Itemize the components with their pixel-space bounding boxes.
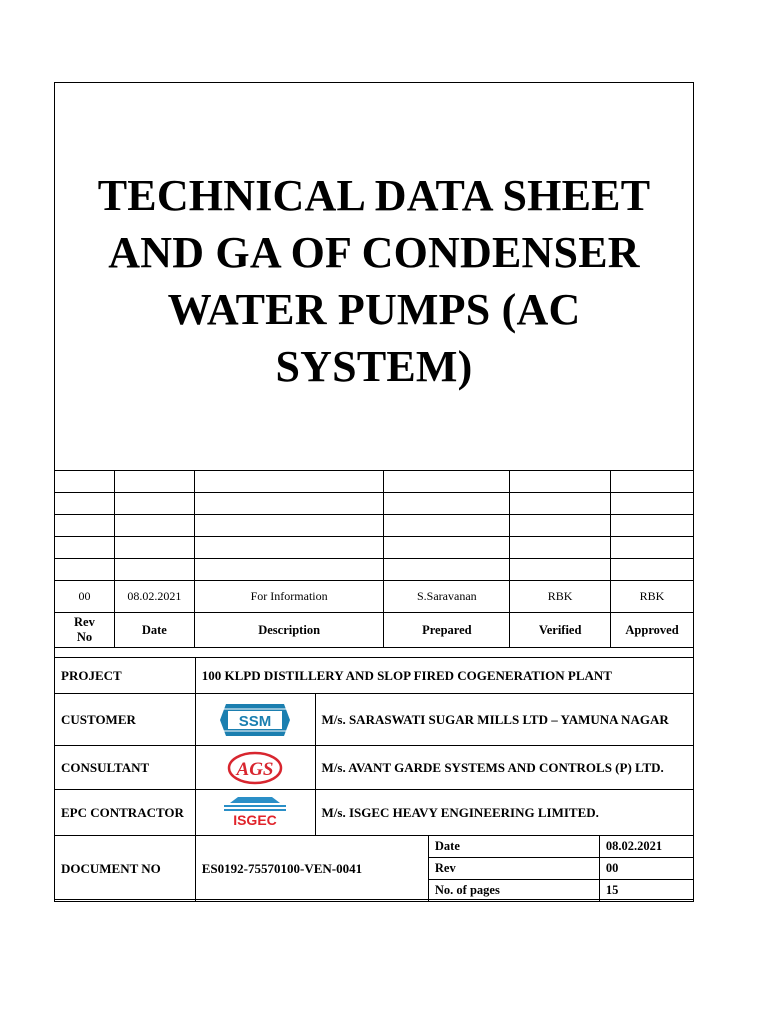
revision-empty-row bbox=[55, 559, 694, 581]
header-description: Description bbox=[194, 613, 384, 648]
customer-value: M/s. SARASWATI SUGAR MILLS LTD – YAMUNA NAGAR bbox=[315, 694, 693, 746]
epc-row bbox=[55, 790, 694, 836]
project-row bbox=[55, 658, 694, 694]
doc-pages-value: 15 bbox=[599, 880, 693, 902]
rev-number: 00 bbox=[55, 581, 115, 613]
document-number: ES0192-75570100-VEN-0041 bbox=[195, 836, 428, 902]
doc-rev-value: 00 bbox=[599, 858, 693, 880]
isgec-logo-icon bbox=[218, 795, 292, 831]
consultant-label: CONSULTANT bbox=[55, 746, 196, 790]
rev-prepared: S.Saravanan bbox=[384, 581, 510, 613]
title-area bbox=[55, 83, 693, 470]
rev-verified: RBK bbox=[510, 581, 611, 613]
document-row bbox=[55, 836, 694, 902]
revision-table bbox=[54, 470, 694, 648]
svg-text:ISGEC: ISGEC bbox=[233, 811, 277, 828]
doc-pages-row bbox=[429, 880, 693, 902]
epc-value: M/s. ISGEC HEAVY ENGINEERING LIMITED. bbox=[315, 790, 693, 836]
svg-text:AGS: AGS bbox=[236, 758, 274, 780]
header-verified: Verified bbox=[510, 613, 611, 648]
epc-logo-cell bbox=[195, 790, 315, 836]
customer-label: CUSTOMER bbox=[55, 694, 196, 746]
doc-date-label: Date bbox=[429, 836, 599, 858]
customer-logo-cell bbox=[195, 694, 315, 746]
header-rev-no-label: Rev No bbox=[74, 615, 95, 644]
ssm-logo-icon bbox=[218, 700, 292, 740]
header-date: Date bbox=[114, 613, 194, 648]
rev-date: 08.02.2021 bbox=[114, 581, 194, 613]
revision-header-row bbox=[55, 613, 694, 648]
revision-empty-row bbox=[55, 537, 694, 559]
header-approved: Approved bbox=[611, 613, 694, 648]
header-rev-no bbox=[55, 613, 115, 648]
consultant-row bbox=[55, 746, 694, 790]
doc-date-value: 08.02.2021 bbox=[599, 836, 693, 858]
consultant-value: M/s. AVANT GARDE SYSTEMS AND CONTROLS (P) LTD. bbox=[315, 746, 693, 790]
revision-empty-row bbox=[55, 493, 694, 515]
revision-empty-row bbox=[55, 471, 694, 493]
document-label: DOCUMENT NO bbox=[55, 836, 196, 902]
svg-text:SSM: SSM bbox=[238, 712, 272, 730]
epc-label: EPC CONTRACTOR bbox=[55, 790, 196, 836]
customer-row bbox=[55, 694, 694, 746]
project-value: 100 KLPD DISTILLERY AND SLOP FIRED COGENERATION PLANT bbox=[195, 658, 693, 694]
doc-date-row bbox=[429, 836, 693, 858]
document-title: TECHNICAL DATA SHEET AND GA OF CONDENSER WATER PUMPS (AC SYSTEM) bbox=[97, 171, 651, 391]
header-prepared: Prepared bbox=[384, 613, 510, 648]
project-label: PROJECT bbox=[55, 658, 196, 694]
project-info-table bbox=[54, 657, 694, 902]
cover-sheet bbox=[54, 82, 694, 900]
doc-pages-label: No. of pages bbox=[429, 880, 599, 902]
doc-rev-label: Rev bbox=[429, 858, 599, 880]
revision-empty-row bbox=[55, 515, 694, 537]
rev-description: For Information bbox=[194, 581, 384, 613]
consultant-logo-cell bbox=[195, 746, 315, 790]
rev-approved: RBK bbox=[611, 581, 694, 613]
ags-logo-icon bbox=[225, 750, 285, 786]
revision-row bbox=[55, 581, 694, 613]
document-meta-table bbox=[429, 836, 693, 901]
document-meta-cell bbox=[428, 836, 693, 902]
doc-rev-row bbox=[429, 858, 693, 880]
